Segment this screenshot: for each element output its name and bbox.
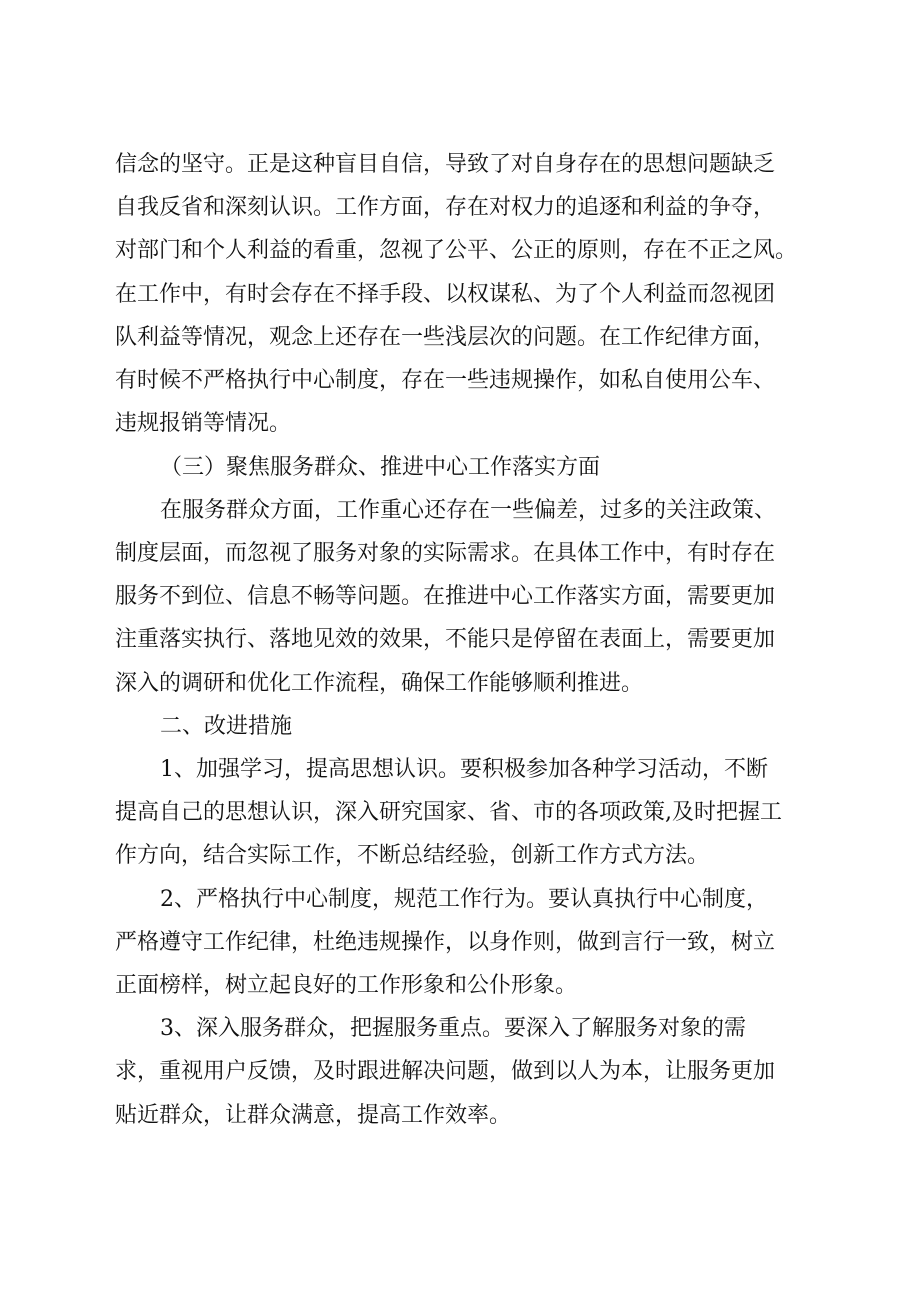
body-text-line: 1、加强学习，提高思想认识。要积极参加各种学习活动，不断: [160, 757, 768, 782]
body-text-line: 作方向，结合实际工作，不断总结经验，创新工作方式方法。: [115, 843, 710, 868]
section-heading: （三）聚焦服务群众、推进中心工作落实方面: [160, 455, 601, 480]
body-text-line: 在工作中，有时会存在不择手段、以权谋私、为了个人利益而忽视团: [115, 282, 776, 307]
body-text-line: 对部门和个人利益的看重，忽视了公平、公正的原则，存在不正之风。: [115, 238, 798, 263]
body-text-line: 注重落实执行、落地见效的效果，不能只是停留在表面上，需要更加: [115, 627, 776, 652]
body-text-line: 提高自己的思想认识，深入研究国家、省、市的各项政策,及时把握工: [115, 800, 782, 825]
body-text-line: 严格遵守工作纪律，杜绝违规操作，以身作则，做到言行一致，树立: [115, 930, 776, 955]
body-text-line: 2、严格执行中心制度，规范工作行为。要认真执行中心制度，: [160, 887, 768, 912]
body-text-line: 有时候不严格执行中心制度，存在一些违规操作，如私自使用公车、: [115, 368, 776, 393]
body-text-line: 正面榜样，树立起良好的工作形象和公仆形象。: [115, 973, 578, 998]
section-heading: 二、改进措施: [160, 714, 293, 739]
body-text-line: 服务不到位、信息不畅等问题。在推进中心工作落实方面，需要更加: [115, 584, 776, 609]
body-text-line: 在服务群众方面，工作重心还存在一些偏差，过多的关注政策、: [160, 498, 777, 523]
body-text-line: 队利益等情况，观念上还存在一些浅层次的问题。在工作纪律方面，: [115, 325, 776, 350]
body-text-line: 信念的坚守。正是这种盲目自信，导致了对自身存在的思想问题缺乏: [115, 152, 776, 177]
body-text-line: 深入的调研和优化工作流程，确保工作能够顺利推进。: [115, 671, 644, 696]
body-text-line: 制度层面，而忽视了服务对象的实际需求。在具体工作中，有时存在: [115, 541, 776, 566]
body-text-line: 3、深入服务群众，把握服务重点。要深入了解服务对象的需: [160, 1016, 746, 1041]
body-text-line: 求，重视用户反馈，及时跟进解决问题，做到以人为本，让服务更加: [115, 1059, 776, 1084]
body-text-line: 自我反省和深刻认识。工作方面，存在对权力的追逐和利益的争夺，: [115, 195, 776, 220]
body-text-line: 贴近群众，让群众满意，提高工作效率。: [115, 1103, 512, 1128]
body-text-line: 违规报销等情况。: [115, 411, 292, 436]
